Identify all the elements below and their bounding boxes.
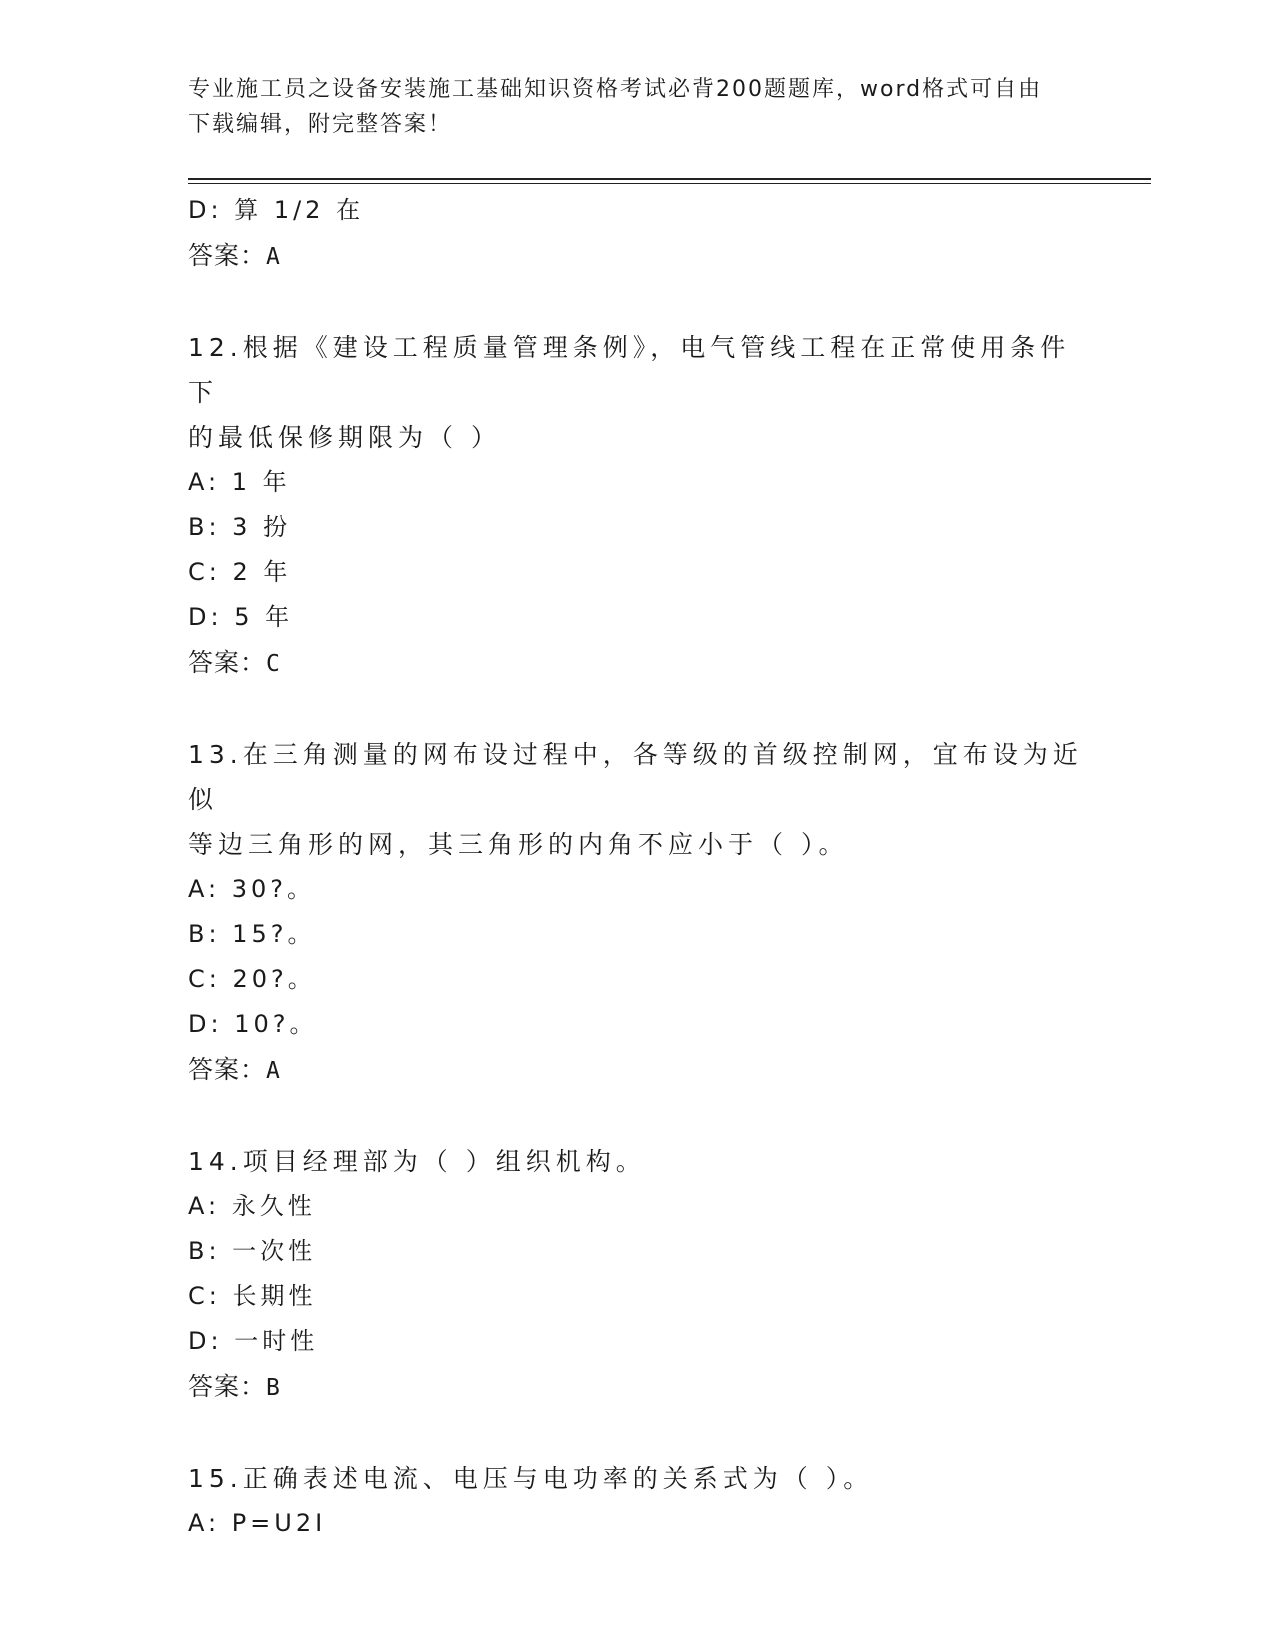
document-body <box>188 188 1088 1546</box>
option-b: B: 3 扮 <box>188 513 292 541</box>
option-c: C: 2 年 <box>188 558 292 586</box>
answer-previous <box>188 233 1088 280</box>
option-c: C: 长期性 <box>188 1282 317 1310</box>
question-14 <box>188 1139 1088 1411</box>
question-stem-line-2: 等边三角形的网，其三角形的内角不应小于（ ）。 <box>188 830 849 859</box>
question-13 <box>188 732 1088 1094</box>
answer-value: A <box>266 1058 281 1084</box>
question-stem-line-1: 13.在三角测量的网布设过程中，各等级的首级控制网，宜布设为近似 <box>188 740 1083 814</box>
question-stem-line-1: 12.根据《建设工程质量管理条例》，电气管线工程在正常使用条件下 <box>188 333 1071 407</box>
header-title-line-1: 专业施工员之设备安装施工基础知识资格考试必背200题题库，word格式可自由 <box>188 77 1043 102</box>
option-a: A: 30?。 <box>188 875 315 903</box>
question-stem-line-2: 的最低保修期限为（ ） <box>188 423 501 452</box>
header-divider-thick <box>188 178 1151 180</box>
option-a: A: 永久性 <box>188 1192 316 1220</box>
option-b: B: 15?。 <box>188 920 316 948</box>
header-title-line-2: 下载编辑，附完整答案！ <box>188 112 453 137</box>
option-a: A: 1 年 <box>188 468 291 496</box>
question-15 <box>188 1456 1088 1546</box>
spacer <box>188 280 1088 325</box>
option-d: D: 一时性 <box>188 1327 319 1355</box>
header-divider-thin <box>188 183 1151 184</box>
answer-label: 答案： <box>188 648 267 677</box>
spacer <box>188 1094 1088 1139</box>
answer-value: B <box>266 1375 281 1401</box>
answer-value: A <box>266 244 281 270</box>
answer-label: 答案： <box>188 1372 267 1401</box>
question-stem-line-1: 14.项目经理部为（ ）组织机构。 <box>188 1147 646 1176</box>
question-12 <box>188 325 1088 687</box>
question-stem-line-1: 15.正确表述电流、电压与电功率的关系式为（ ）。 <box>188 1464 874 1493</box>
answer-value: C <box>266 651 281 677</box>
option-b: B: 一次性 <box>188 1237 317 1265</box>
option-c: C: 20?。 <box>188 965 316 993</box>
document-header <box>188 72 1068 142</box>
spacer <box>188 687 1088 732</box>
answer-label: 答案： <box>188 1055 267 1084</box>
option-a: A: P=U2I <box>188 1509 327 1537</box>
answer <box>188 640 1088 687</box>
answer <box>188 1047 1088 1094</box>
answer-label: 答案： <box>188 241 267 270</box>
answer <box>188 1364 1088 1411</box>
option-d-previous: D: 算 1/2 在 <box>188 196 365 224</box>
spacer <box>188 1411 1088 1456</box>
option-d: D: 10?。 <box>188 1010 318 1038</box>
option-d: D: 5 年 <box>188 603 294 631</box>
